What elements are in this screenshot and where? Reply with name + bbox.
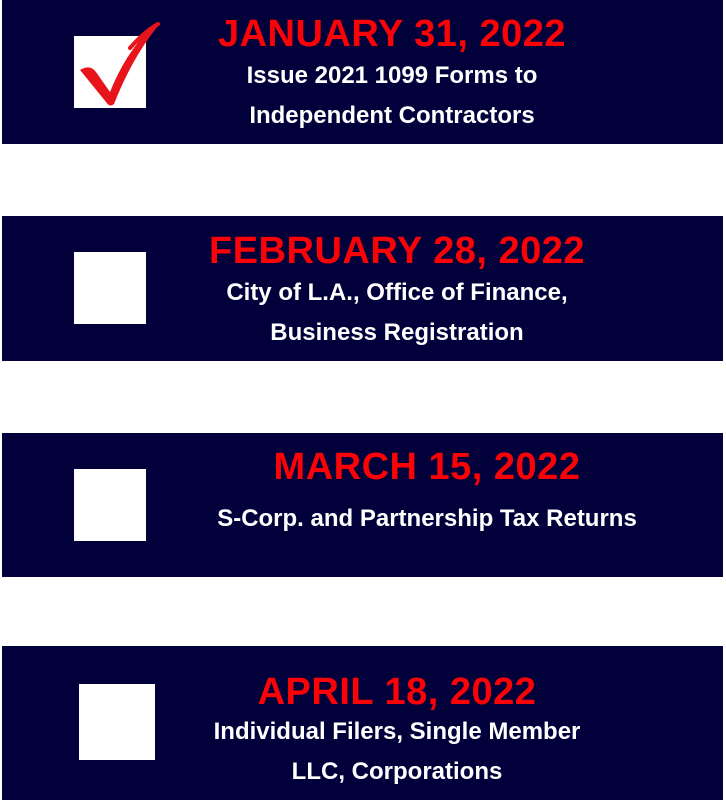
deadline-text-february bbox=[162, 229, 632, 353]
deadline-date: JANUARY 31, 2022 bbox=[217, 13, 567, 55]
deadline-date: APRIL 18, 2022 bbox=[257, 671, 537, 713]
deadline-description-line: Business Registration bbox=[270, 319, 524, 346]
empty-checkbox-icon bbox=[79, 684, 155, 760]
deadline-checkbox-january bbox=[74, 36, 146, 108]
deadline-date: FEBRUARY 28, 2022 bbox=[209, 230, 585, 272]
empty-checkbox-icon bbox=[74, 469, 146, 541]
deadline-text-january bbox=[172, 12, 612, 136]
deadline-description-line: Issue 2021 1099 Forms to bbox=[246, 62, 538, 89]
deadline-text-april bbox=[162, 672, 632, 792]
check-mark-icon bbox=[72, 18, 162, 108]
deadline-date: MARCH 15, 2022 bbox=[273, 446, 581, 488]
empty-checkbox-icon bbox=[74, 252, 146, 324]
deadline-text-march bbox=[162, 445, 692, 539]
deadline-description-line: S-Corp. and Partnership Tax Returns bbox=[217, 505, 637, 532]
deadline-panel-april bbox=[2, 646, 723, 800]
deadline-description-line: City of L.A., Office of Finance, bbox=[226, 279, 568, 306]
deadline-description-line: LLC, Corporations bbox=[291, 758, 503, 785]
deadline-panel-february bbox=[2, 216, 723, 361]
deadline-panel-march bbox=[2, 433, 723, 577]
deadline-description-line: Independent Contractors bbox=[249, 102, 535, 129]
deadline-panel-january bbox=[2, 0, 723, 144]
deadline-description-line: Individual Filers, Single Member bbox=[213, 718, 581, 745]
